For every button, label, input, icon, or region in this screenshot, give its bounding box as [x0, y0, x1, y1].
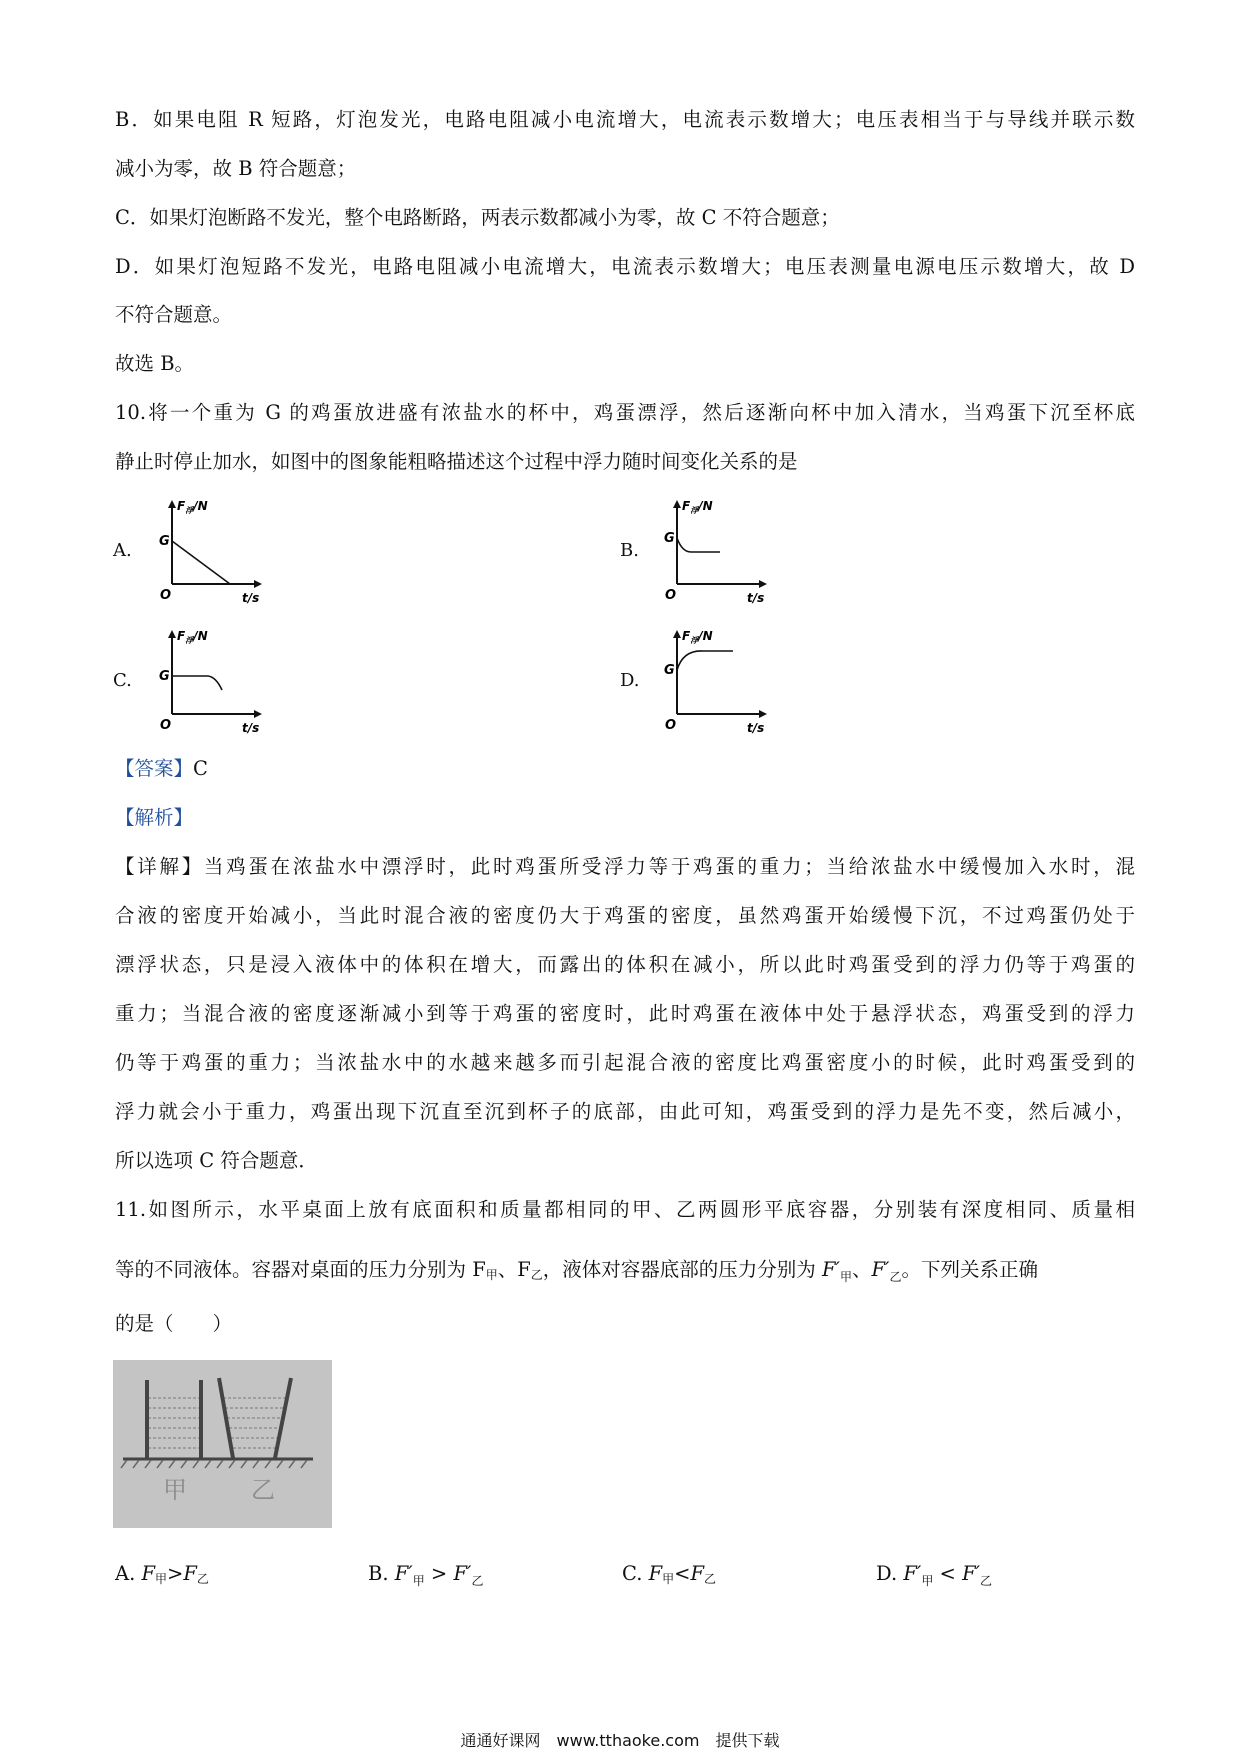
q11-text: ，液体对容器底部的压力分别为: [542, 1258, 822, 1281]
photo-label-yi: 乙: [251, 1476, 275, 1504]
option-d-label: D.: [620, 670, 640, 691]
sub-yi: 乙: [889, 1270, 902, 1284]
graph-a-origin: O: [160, 588, 172, 603]
detail-line: 【详解】当鸡蛋在浓盐水中漂浮时，此时鸡蛋所受浮力等于鸡蛋的重力；当给浓盐水中缓慢加入水时，混: [115, 855, 1135, 878]
graph-b-g-label: G: [664, 531, 675, 546]
detail-line: 仍等于鸡蛋的重力；当浓盐水中的水越来越多而引起混合液的密度比鸡蛋密度小的时候，此时鸡蛋受到的: [115, 1051, 1135, 1074]
choice-d: [876, 1562, 993, 1588]
choice-lhs: F′: [903, 1562, 922, 1585]
choice-rsub: 乙: [196, 1572, 209, 1586]
choice-lhs: F: [648, 1562, 663, 1585]
q10-stem-line1: 10.将一个重为 G 的鸡蛋放进盛有浓盐水的杯中，鸡蛋漂浮，然后逐渐向杯中加入清水，当鸡蛋下沉至杯底: [115, 401, 1135, 424]
graph-a-xlabel: t/s: [242, 591, 260, 605]
choice-rsub: 乙: [704, 1572, 717, 1586]
q11-text: 等的不同液体。容器对桌面的压力分别为 F: [115, 1258, 486, 1281]
f-prime: F′: [871, 1258, 890, 1281]
detail-line: 漂浮状态，只是浸入液体中的体积在增大，而露出的体积在减小，所以此时鸡蛋受到的浮力仍等于鸡蛋的: [115, 953, 1135, 976]
option-c-graph: [150, 626, 270, 736]
graph-b-xlabel: t/s: [747, 591, 765, 605]
graph-c-ylabel: $F_浮/N$: [177, 629, 208, 645]
graph-c-origin: O: [160, 718, 172, 733]
choice-lsub: 甲: [921, 1574, 934, 1588]
sub-yi: 乙: [530, 1268, 543, 1282]
sub-jia: 甲: [485, 1268, 498, 1282]
choice-op: >: [424, 1562, 454, 1585]
analysis-line-d1: D．如果灯泡短路不发光，电路电阻减小电流增大，电流表示数增大；电压表测量电源电压示数增大，故 D: [115, 255, 1135, 278]
choice-rhs: F: [183, 1562, 197, 1585]
option-b-graph: [655, 496, 775, 606]
option-d-graph: [655, 626, 775, 736]
graph-d-ylabel: $F_浮/N$: [682, 629, 713, 645]
detail-line: 所以选项 C 符合题意．: [115, 1149, 318, 1172]
choice-a: [115, 1562, 209, 1585]
choice-rhs: F′: [453, 1562, 472, 1585]
q10-answer: [115, 757, 1135, 781]
q11-text: 、F: [497, 1258, 531, 1281]
choice-rsub: 乙: [980, 1574, 993, 1588]
option-a-label: A.: [113, 540, 132, 561]
answer-value: C: [193, 757, 208, 780]
graph-a-g-label: G: [159, 534, 170, 549]
choice-rsub: 乙: [471, 1574, 484, 1588]
photo-label-jia: 甲: [163, 1476, 187, 1504]
q11-text: 、: [851, 1258, 872, 1281]
graph-d-g-label: G: [664, 663, 675, 678]
choice-label: D.: [876, 1562, 904, 1585]
choice-op: <: [674, 1562, 691, 1585]
q10-stem-line2: 静止时停止加水，如图中的图象能粗略描述这个过程中浮力随时间变化关系的是: [115, 450, 798, 473]
analysis-line-b2: 减小为零，故 B 符合题意；: [115, 157, 357, 180]
option-a-graph: [150, 496, 270, 606]
detail-line: 浮力就会小于重力，鸡蛋出现下沉直至沉到杯子的底部，由此可知，鸡蛋受到的浮力是先不变，然后减小，: [115, 1100, 1135, 1123]
graph-c-xlabel: t/s: [242, 721, 260, 735]
choice-label: B.: [368, 1562, 395, 1585]
sub-jia: 甲: [839, 1270, 852, 1284]
graph-b-origin: O: [665, 588, 677, 603]
containers-illustration: [113, 1360, 332, 1528]
answer-tag: 【答案】: [115, 757, 194, 780]
graph-b-ylabel: $F_浮/N$: [682, 499, 713, 515]
page-footer: 通通好课网 www.tthaoke.com 提供下载: [460, 1731, 780, 1750]
q11-stem-line1: 11.如图所示，水平桌面上放有底面积和质量都相同的甲、乙两圆形平底容器，分别装有深度相同、质量相: [115, 1198, 1135, 1221]
choice-lsub: 甲: [155, 1572, 168, 1586]
choice-rhs: F′: [962, 1562, 981, 1585]
choice-c: [622, 1562, 716, 1585]
detail-line: 重力；当混合液的密度逐渐减小到等于鸡蛋的密度时，此时鸡蛋在液体中处于悬浮状态，鸡蛋受到的浮力: [115, 1002, 1135, 1025]
graph-d-xlabel: t/s: [747, 721, 765, 735]
option-b-label: B.: [620, 540, 639, 561]
q10-analysis-tag: [115, 806, 1135, 830]
q11-stem-line2: [115, 1258, 1135, 1284]
choice-lhs: F: [141, 1562, 156, 1585]
f-prime: F′: [822, 1258, 840, 1281]
choice-op: <: [933, 1562, 963, 1585]
containers-photo: [113, 1360, 332, 1528]
choice-b: [368, 1562, 484, 1588]
choice-lsub: 甲: [662, 1572, 675, 1586]
choice-lsub: 甲: [412, 1574, 425, 1588]
analysis-line-b1: B．如果电阻 R 短路，灯泡发光，电路电阻减小电流增大，电流表示数增大；电压表相当于与导线并联示数: [115, 108, 1135, 131]
q11-stem-line3: 的是（ ）: [115, 1312, 233, 1335]
choice-rhs: F: [690, 1562, 705, 1585]
graph-a-ylabel: $F_浮/N$: [177, 499, 208, 515]
option-c-label: C.: [113, 670, 132, 691]
choice-label: C.: [622, 1562, 649, 1585]
analysis-line-c: C．如果灯泡断路不发光，整个电路断路，两表示数都减小为零，故 C 不符合题意；: [115, 206, 840, 229]
detail-line: 合液的密度开始减小，当此时混合液的密度仍大于鸡蛋的密度，虽然鸡蛋开始缓慢下沉，不过鸡蛋仍处于: [115, 904, 1135, 927]
choice-label: A.: [115, 1562, 142, 1585]
analysis-conclusion: 故选 B。: [115, 352, 195, 375]
analysis-line-d2: 不符合题意。: [115, 303, 233, 326]
choice-lhs: F′: [394, 1562, 413, 1585]
graph-c-g-label: G: [159, 669, 170, 684]
graph-d-origin: O: [665, 718, 677, 733]
choice-op: >: [167, 1562, 184, 1585]
q11-text: 。下列关系正确: [901, 1258, 1038, 1281]
analysis-tag: 【解析】: [115, 806, 194, 829]
